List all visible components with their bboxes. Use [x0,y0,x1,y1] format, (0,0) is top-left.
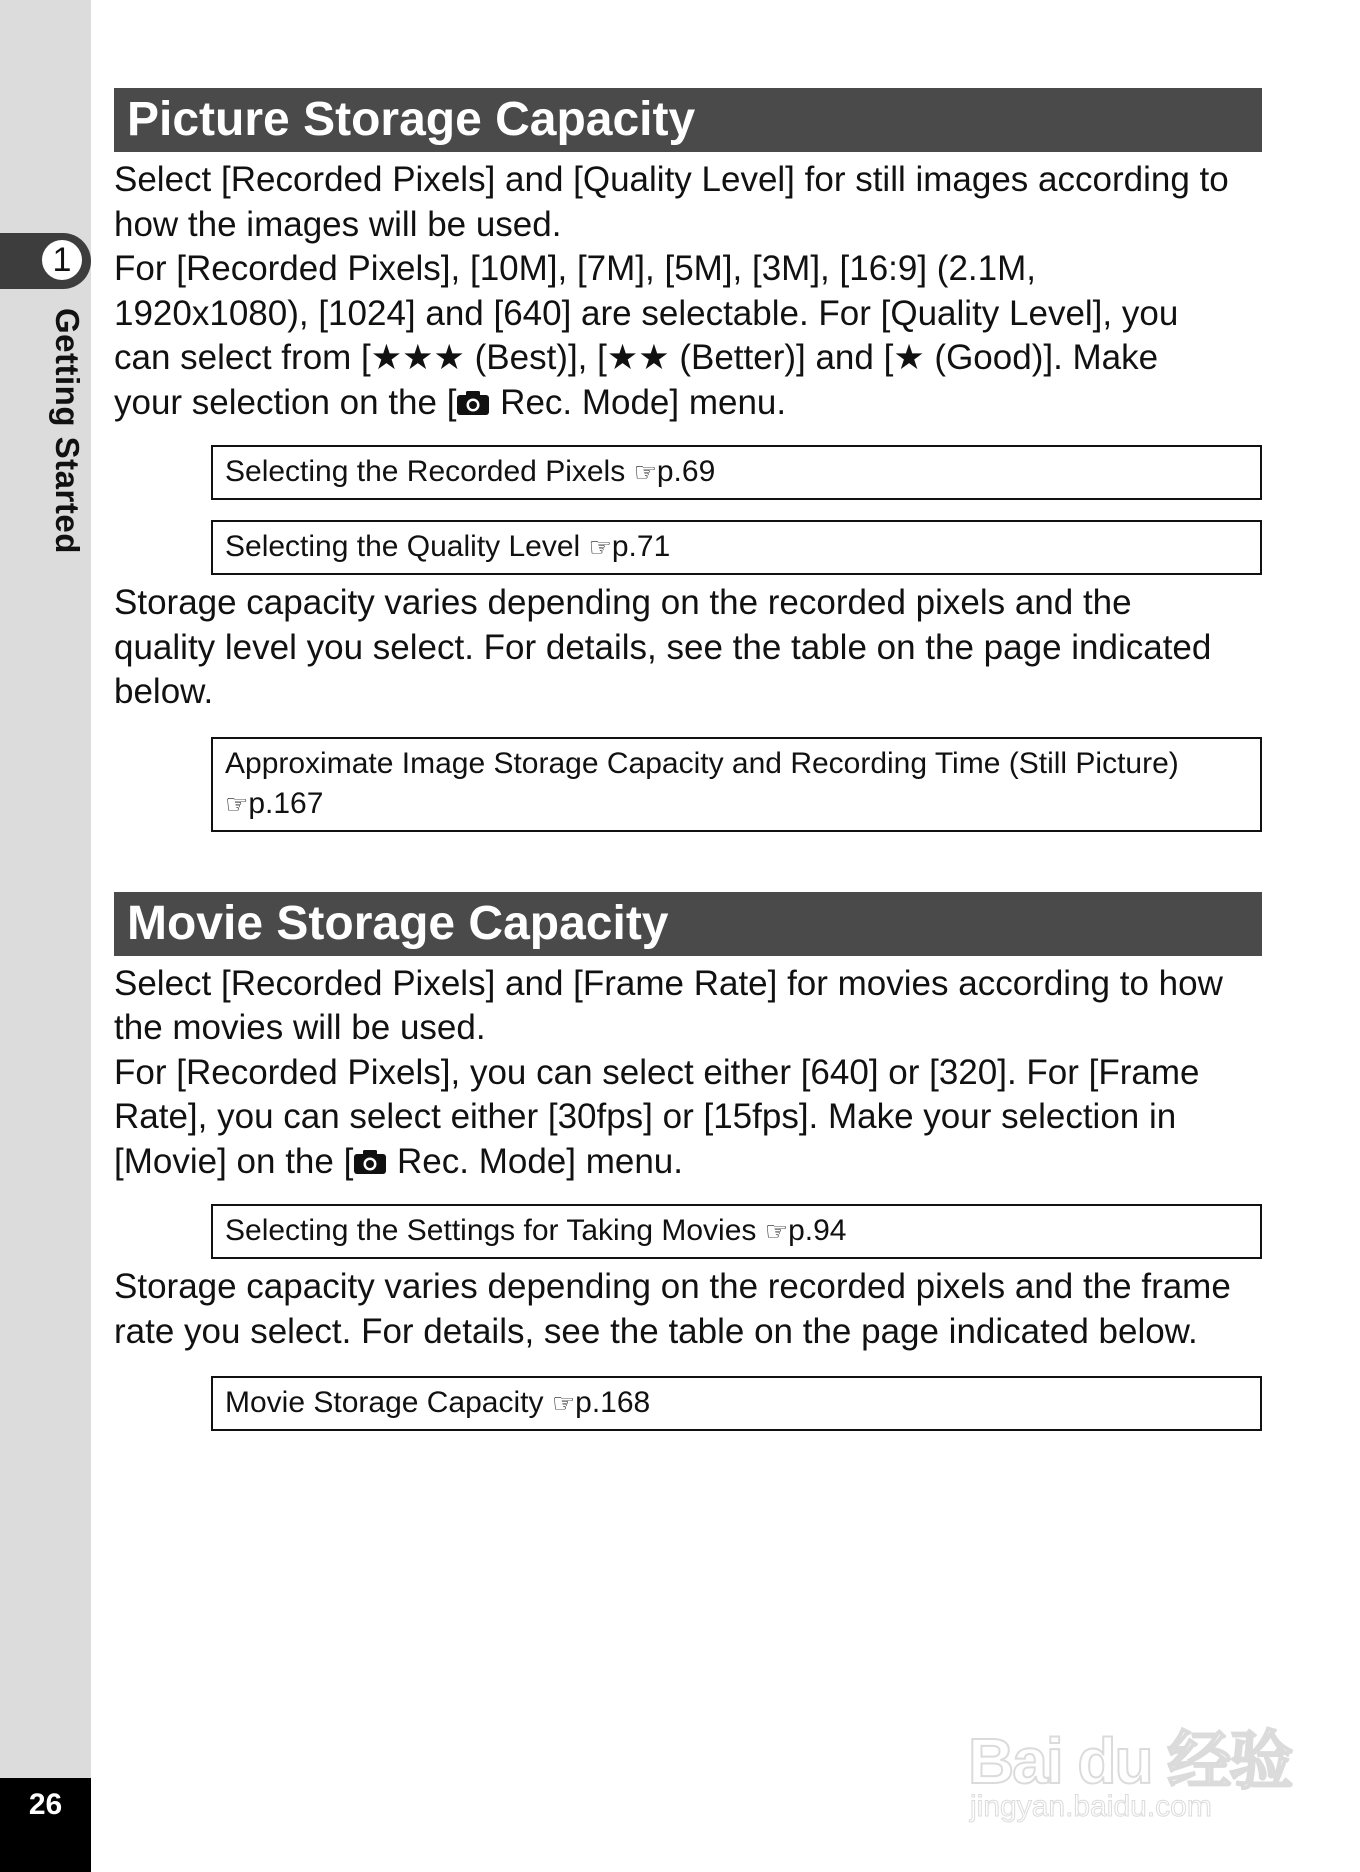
section-title-picture: Picture Storage Capacity [114,88,1262,152]
pointing-hand-icon: ☞ [633,457,657,487]
reference-text: Selecting the Recorded Pixels [225,455,634,488]
reference-page-link[interactable]: p.167 [248,786,324,820]
text-line: Storage capacity varies depending on the recorded pixels and the [114,583,1132,622]
picture-capacity-note [114,581,1262,715]
reference-box [211,1204,1262,1259]
camera-icon [456,390,490,416]
text-line: how the images will be used. [114,204,562,244]
text-line [114,1140,1262,1185]
text-line: For [Recorded Pixels], you can select either [640] or [320]. For [Frame [114,1052,1200,1092]
text-line: For [Recorded Pixels], [10M], [7M], [5M], [3M], [16:9] (2.1M, [114,249,1036,288]
reference-text: Selecting the Settings for Taking Movies [225,1214,765,1247]
text-line: can select from [★★★ (Best)], [★★ (Better)] and [★ (Good)]. Make [114,338,1159,377]
watermark-brand: Bai du 经验 [968,1725,1292,1797]
reference-page-link[interactable]: p.69 [656,455,716,488]
text-line: Select [Recorded Pixels] and [Frame Rate] for movies according to how [114,963,1223,1003]
page-number: 26 [28,1788,63,1821]
movie-capacity-note [114,1265,1262,1354]
watermark-url: jingyan.baidu.com [970,1790,1212,1823]
main-content [114,88,1262,1431]
text-line: rate you select. For details, see the table on the page indicated below. [114,1311,1198,1351]
section-title-movie: Movie Storage Capacity [114,892,1262,956]
reference-box [211,445,1262,500]
chapter-title: Getting Started [49,308,86,554]
pointing-hand-icon: ☞ [588,532,612,562]
camera-icon [353,1149,387,1175]
text-line: Rate], you can select either [30fps] or [15fps]. Make your selection in [114,1097,1177,1136]
chapter-number: 1 [42,240,82,280]
pointing-hand-icon: ☞ [225,788,249,819]
text-fragment: Rec. Mode] menu. [387,1141,683,1181]
reference-page-link[interactable]: p.168 [575,1386,651,1419]
text-fragment: [Movie] on the [ [114,1141,354,1181]
text-line: below. [114,672,214,711]
movie-intro [114,962,1262,1185]
picture-intro [114,158,1262,425]
reference-page-link[interactable]: p.94 [788,1214,847,1247]
pointing-hand-icon: ☞ [551,1388,576,1418]
text-fragment: your selection on the [ [114,382,457,422]
reference-text: Approximate Image Storage Capacity and Recording Time (Still Picture) [225,746,1179,780]
reference-text: Movie Storage Capacity [225,1386,552,1419]
text-line [114,381,1262,426]
reference-page-link[interactable]: p.71 [611,530,671,563]
pointing-hand-icon: ☞ [764,1216,789,1246]
reference-box [211,1376,1262,1431]
text-line: Select [Recorded Pixels] and [Quality Level] for still images according to [114,160,1229,199]
reference-box [211,737,1262,832]
text-line: 1920x1080), [1024] and [640] are selectable. For [Quality Level], you [114,293,1179,333]
watermark [968,1672,1298,1832]
text-line: quality level you select. For details, see the table on the page indicated [114,627,1212,667]
reference-box [211,520,1262,575]
text-line: Storage capacity varies depending on the recorded pixels and the frame [114,1267,1231,1306]
text-fragment: Rec. Mode] menu. [490,382,787,422]
text-line: the movies will be used. [114,1008,486,1047]
reference-text: Selecting the Quality Level [225,530,589,563]
